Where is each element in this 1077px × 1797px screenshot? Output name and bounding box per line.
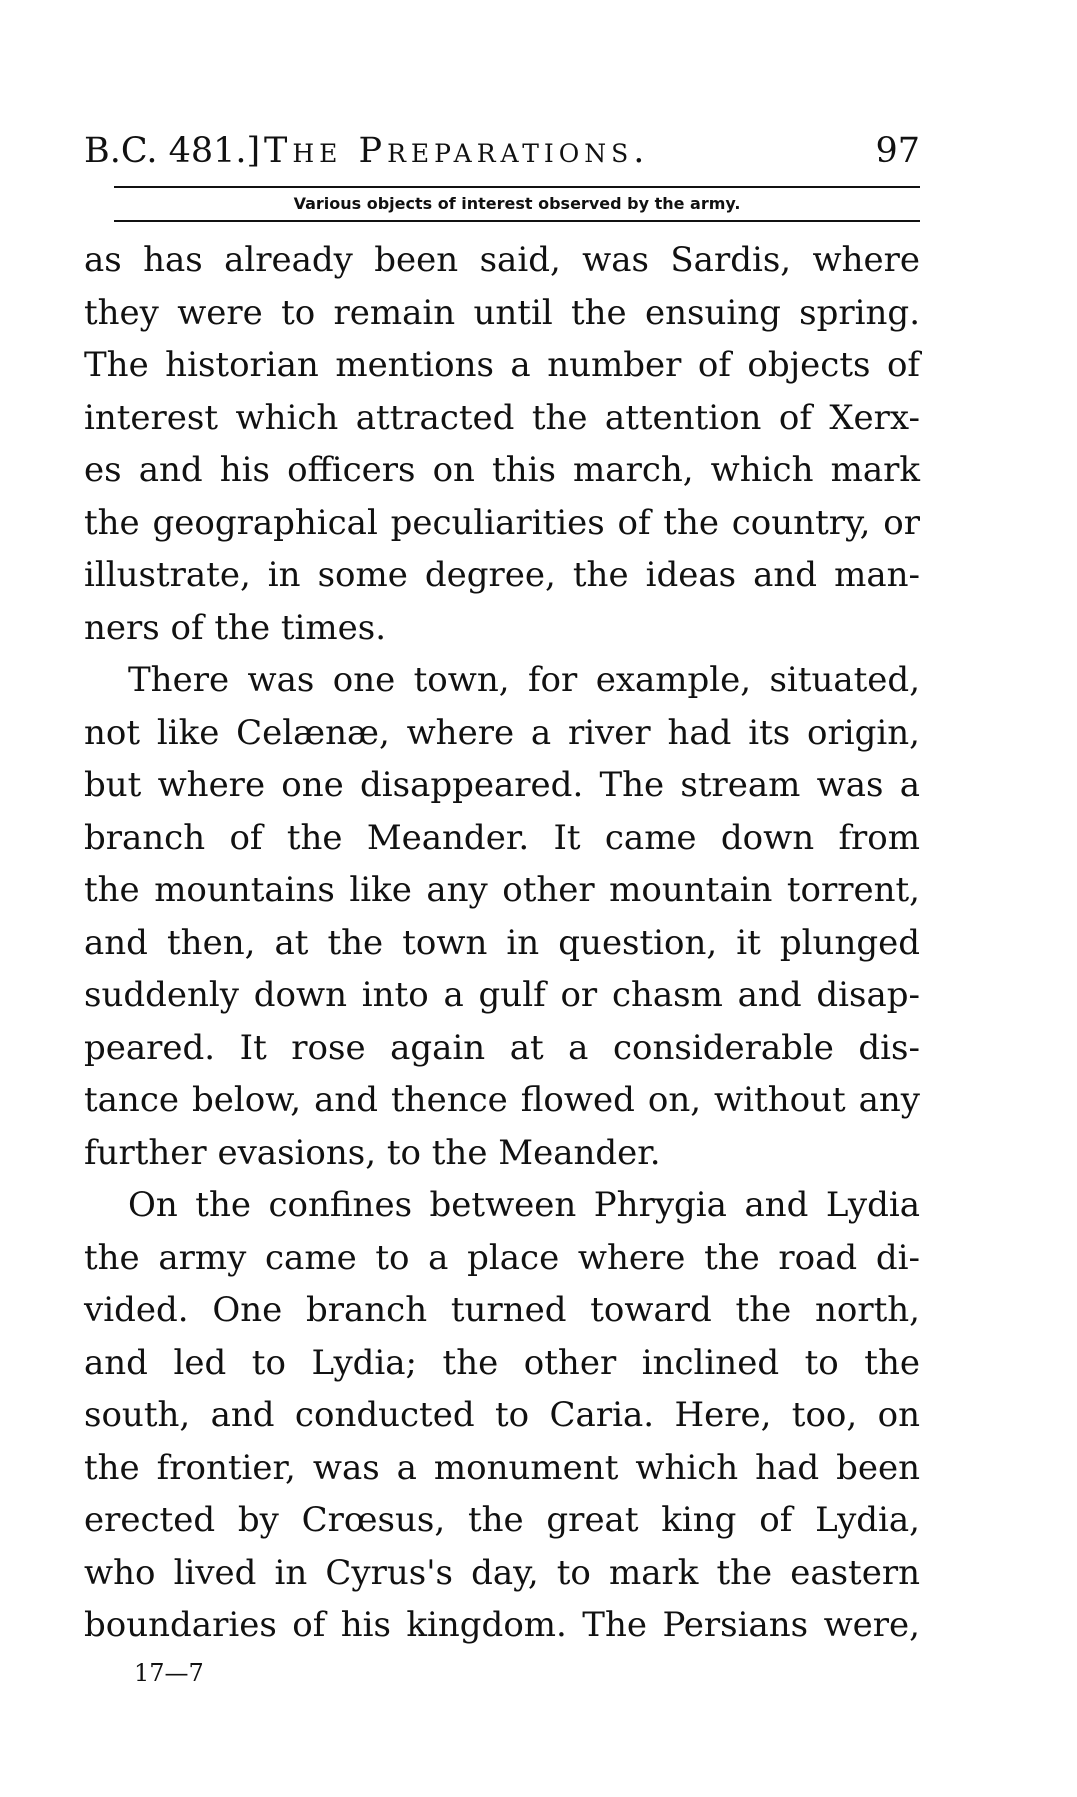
text-line: branch of the Meander. It came down from <box>84 817 920 858</box>
text-line: as has already been said, was Sardis, where <box>84 240 920 280</box>
text-line: vided. One branch turned toward the north, <box>84 1290 920 1330</box>
header-date: B.C. 481.] <box>84 131 261 171</box>
text-line: the geographical peculiarities of the country, or <box>84 502 920 543</box>
text-line: south, and conducted to Caria. Here, too, on <box>84 1395 920 1435</box>
section-subtitle: Various objects of interest observed by the army. <box>293 194 741 213</box>
text-line: tance below, and thence flowed on, without any <box>84 1080 920 1120</box>
text-line: and then, at the town in question, it plunged <box>84 922 920 963</box>
text-line: and led to Lydia; the other inclined to the <box>84 1342 920 1383</box>
header-title: The Preparations. <box>264 131 650 171</box>
paragraph-3 <box>84 1179 920 1652</box>
paragraph-1 <box>84 234 920 654</box>
text-line: There was one town, for example, situated, <box>128 660 920 700</box>
header-rule-bottom <box>114 220 920 222</box>
text-line: the army came to a place where the road di- <box>84 1237 920 1278</box>
text-line: illustrate, in some degree, the ideas and man- <box>84 555 920 595</box>
page-number: 97 <box>875 131 920 171</box>
text-line: es and his officers on this march, which mark <box>84 450 920 490</box>
text-line: The historian mentions a number of objects of <box>84 345 920 385</box>
text-line: boundaries of his kingdom. The Persians were, <box>84 1605 920 1645</box>
text-line: ners of the times. <box>84 607 387 648</box>
text-line: not like Celænæ, where a river had its origin, <box>84 712 920 753</box>
text-line: interest which attracted the attention of Xerx- <box>84 397 920 438</box>
text-line: the mountains like any other mountain torrent, <box>84 870 920 910</box>
paragraph-2 <box>84 654 920 1179</box>
text-line: the frontier, was a monument which had been <box>84 1447 920 1488</box>
running-header <box>84 120 920 182</box>
text-line: suddenly down into a gulf or chasm and disap- <box>84 975 920 1015</box>
signature-mark: 17—7 <box>134 1658 204 1687</box>
text-line: but where one disappeared. The stream was a <box>84 765 920 805</box>
book-page <box>84 120 920 1688</box>
body-text <box>84 234 920 1652</box>
text-line: they were to remain until the ensuing spring. <box>84 292 920 333</box>
text-line: further evasions, to the Meander. <box>84 1132 661 1173</box>
text-line: peared. It rose again at a considerable dis- <box>84 1027 920 1068</box>
text-line: On the confines between Phrygia and Lydia <box>128 1185 920 1225</box>
text-line: erected by Crœsus, the great king of Lydia, <box>84 1500 920 1540</box>
text-line: who lived in Cyrus's day, to mark the eastern <box>84 1552 920 1593</box>
